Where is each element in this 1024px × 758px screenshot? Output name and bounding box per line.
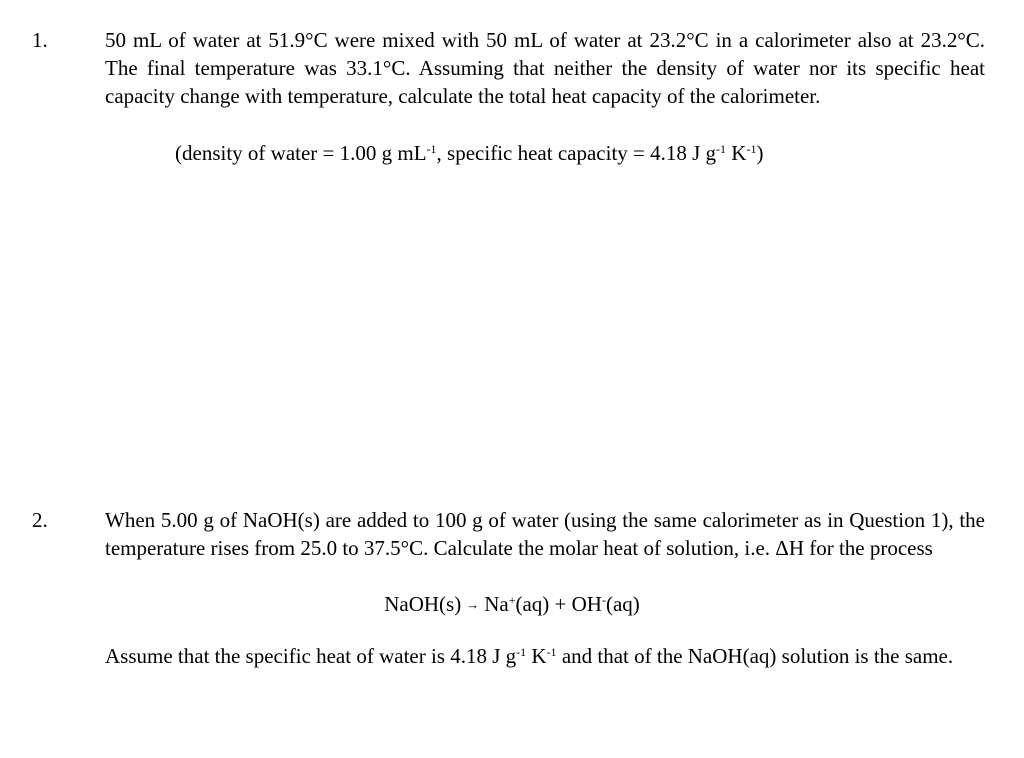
hydroxide-state: (aq)	[605, 592, 640, 616]
assumption-gram-exponent: -1	[516, 645, 527, 659]
question-2-assumption	[105, 642, 985, 670]
kelvin-unit: K	[726, 141, 747, 165]
assumption-text-2: and that of the NaOH(aq) solution is the same.	[556, 644, 954, 668]
question-2-number: 2.	[32, 508, 48, 532]
question-1-text: 50 mL of water at 51.9°C were mixed with 50 mL of water at 23.2°C in a calorimeter also at 23.2°C. The final temperature was 33.1°C. Assuming that neither the density of water nor its specific heat capacity change with temperature, calculate the total heat capacity of the calorimeter.	[105, 28, 985, 108]
reaction-arrow-icon: →	[466, 597, 480, 612]
assumption-kelvin-exponent: -1	[546, 645, 557, 659]
kelvin-exponent: -1	[746, 142, 757, 156]
question-2-text: When 5.00 g of NaOH(s) are added to 100 g of water (using the same calorimeter as in Question 1), the temperature rises from 25.0 to 37.5°C. Calculate the molar heat of solution, i.e. ΔH for the process	[105, 508, 985, 560]
reaction-equation	[0, 590, 1024, 619]
assumption-kelvin-unit: K	[526, 644, 547, 668]
hydroxide-charge: -	[601, 593, 606, 607]
question-1-number: 1.	[32, 28, 48, 52]
sodium-ion: Na	[484, 592, 509, 616]
sodium-charge: +	[508, 593, 516, 607]
close-paren: )	[756, 141, 764, 165]
density-exponent: -1	[426, 142, 437, 156]
assumption-text-1: Assume that the specific heat of water is 4.18 J g	[105, 644, 517, 668]
hydroxide-ion: (aq) + OH	[515, 592, 602, 616]
heat-capacity-label: , specific heat capacity = 4.18 J g	[436, 141, 717, 165]
question-1-given-constants	[175, 139, 763, 167]
gram-exponent: -1	[716, 142, 727, 156]
density-label: (density of water = 1.00 g mL	[175, 141, 427, 165]
reactant: NaOH(s)	[384, 592, 462, 616]
